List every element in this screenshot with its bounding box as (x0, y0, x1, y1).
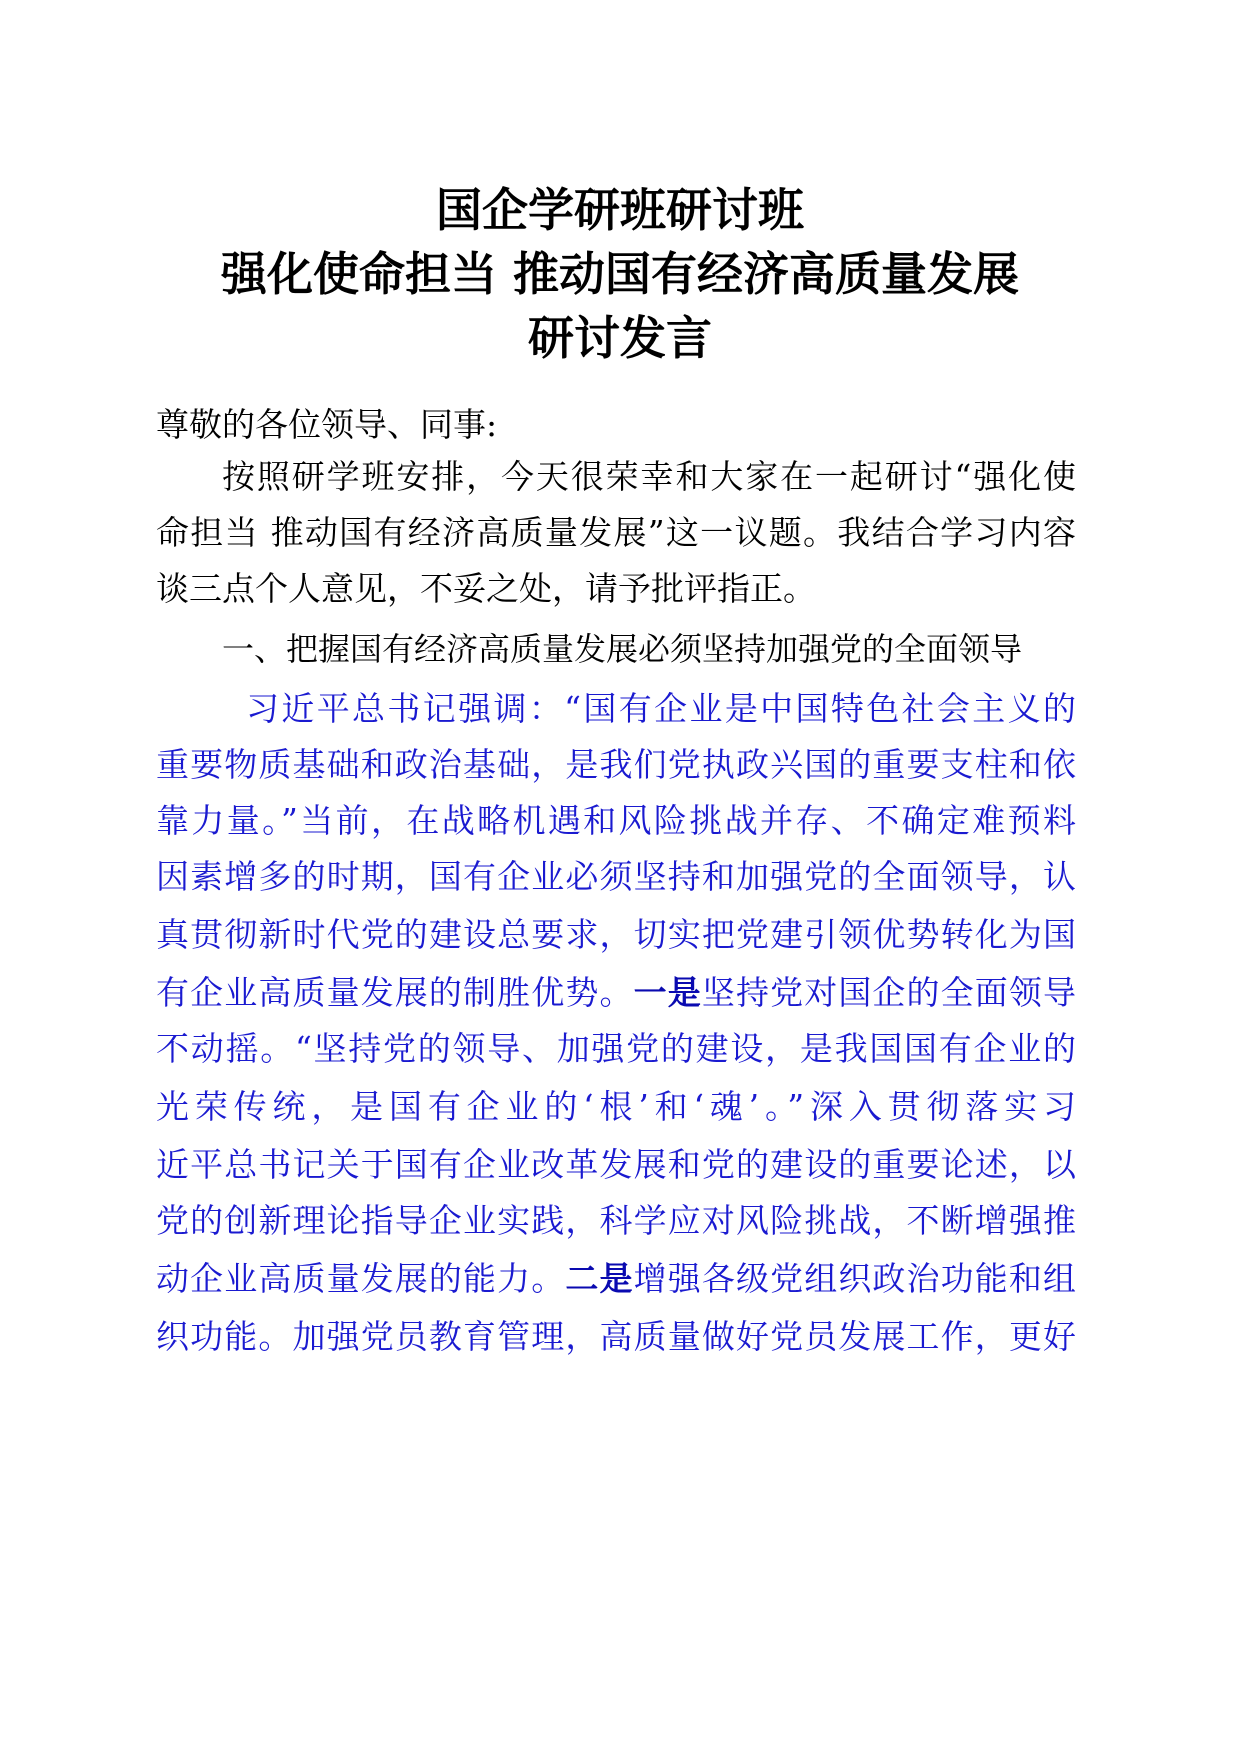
body-line-3: 靠力量。”当前，在战略机遇和风险挑战并存、不确定难预料 (156, 801, 1076, 840)
body-line-6 (156, 968, 1076, 1018)
document-title-line-2: 强化使命担当 推动国有经济高质量发展 (220, 247, 1019, 301)
body-line-11 (156, 1254, 1076, 1304)
body-line-6-text-cont: 坚持党对国企的全面领导 (701, 973, 1077, 1012)
body-line-10: 党的创新理论指导企业实践，科学应对风险挑战，不断增强推 (156, 1201, 1076, 1240)
body-line-9: 近平总书记关于国有企业改革发展和党的建设的重要论述，以 (156, 1145, 1076, 1184)
intro-line-2: 命担当 推动国有经济高质量发展”这一议题。我结合学习内容 (156, 513, 1076, 552)
body-line-12: 织功能。加强党员教育管理，高质量做好党员发展工作，更好 (156, 1317, 1076, 1356)
body-line-11-text-cont: 增强各级党组织政治功能和组 (633, 1259, 1077, 1298)
body-line-6-text: 有企业高质量发展的制胜优势。 (156, 973, 634, 1012)
point-one-marker: 一是 (633, 973, 702, 1012)
document-title-line-1: 国企学研班研讨班 (436, 183, 804, 237)
intro-line-3: 谈三点个人意见，不妥之处，请予批评指正。 (156, 569, 816, 608)
body-line-11-text: 动企业高质量发展的能力。 (156, 1259, 566, 1298)
intro-line-1: 按照研学班安排，今天很荣幸和大家在一起研讨“强化使 (222, 457, 1076, 496)
body-line-5: 真贯彻新时代党的建设总要求，切实把党建引领优势转化为国 (156, 915, 1076, 954)
body-line-7: 不动摇。“坚持党的领导、加强党的建设，是我国国有企业的 (156, 1029, 1076, 1068)
section-1-heading: 一、把握国有经济高质量发展必须坚持加强党的全面领导 (222, 630, 1023, 668)
point-two-marker: 二是 (565, 1259, 634, 1298)
body-line-1: 习近平总书记强调：“国有企业是中国特色社会主义的 (246, 689, 1076, 728)
salutation: 尊敬的各位领导、同事: (156, 405, 498, 444)
body-line-4: 因素增多的时期，国有企业必须坚持和加强党的全面领导，认 (156, 857, 1076, 896)
document-title-line-3: 研讨发言 (528, 311, 712, 365)
body-line-2: 重要物质基础和政治基础，是我们党执政兴国的重要支柱和依 (156, 745, 1076, 784)
body-line-8: 光荣传统，是国有企业的‘根’和‘魂’。”深入贯彻落实习 (156, 1087, 1076, 1126)
